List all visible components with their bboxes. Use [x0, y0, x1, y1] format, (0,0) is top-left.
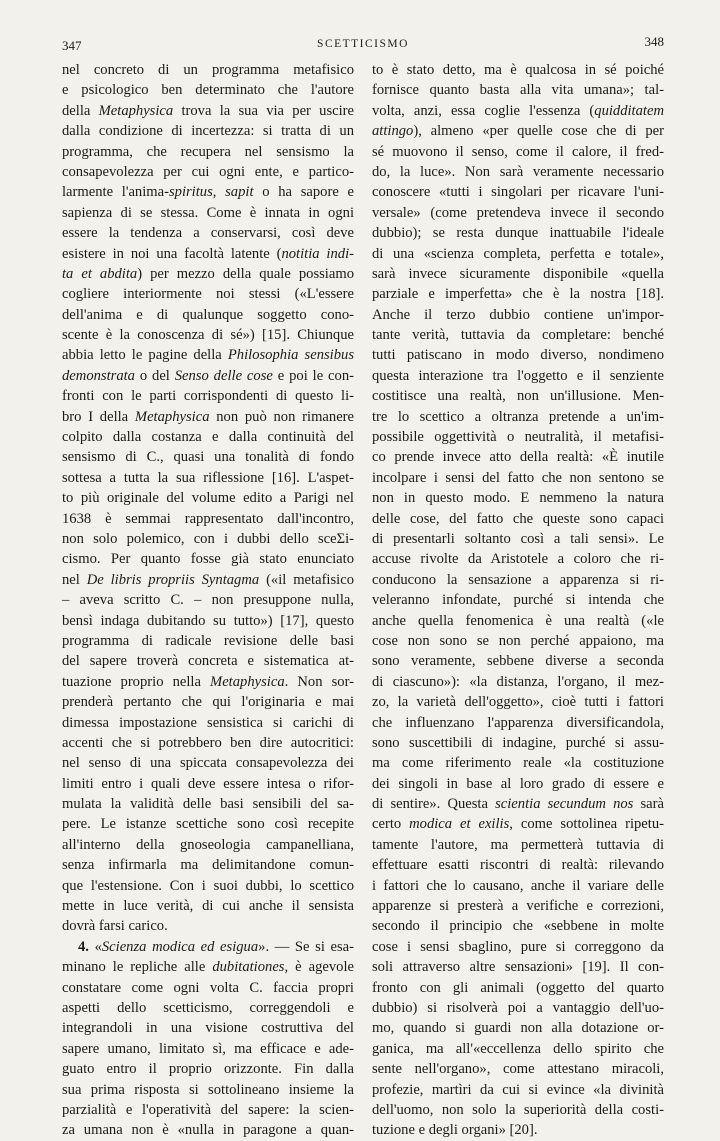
text-line: bro I della Metaphysica non può non rimanere	[62, 408, 355, 425]
text-line: all'interno della gnoseologia campanelliana,	[62, 836, 354, 853]
text-line: dei singoli in base al loro grado di essere e	[372, 775, 664, 792]
text-line: cose i sensi sbaglino, pure si correggono da	[372, 938, 664, 955]
text-line: Anche il terzo dubbio contiene un'impor-	[372, 306, 664, 323]
text-line: 4. «Scienza modica ed esigua». — Se si esa-	[78, 938, 354, 955]
text-line: accuse rivolte da Aristotele a coloro che ri-	[372, 551, 664, 568]
text-line: constatare come ogni volta C. faccia propri	[62, 979, 354, 996]
text-line: di sentire». Questa scientia secundum nos sarà	[372, 796, 664, 813]
text-line: anche quella fenomenica è una realtà («le	[372, 612, 664, 629]
text-line: dell'anima e di qualunque soggetto cono-	[62, 306, 354, 323]
text-line: ma come riferimento reale «la costituzione	[372, 755, 664, 772]
text-line: sua prima risposta si sottolineano insieme la	[62, 1081, 354, 1098]
text-line: nel De libris propriis Syntagma («il metafisico	[62, 571, 354, 588]
text-line: to più originale del volume edito a Parigi nel	[62, 490, 354, 507]
text-line: effettuare esatti riscontri di realtà: rilevando	[372, 857, 664, 874]
page-number-right: 348	[644, 34, 664, 49]
text-line: mette in luce verità, di cui anche il sensista	[62, 898, 354, 915]
text-line: senza infirmarla ma delimitandone comun-	[62, 857, 354, 874]
text-line: que l'estensione. Con i suoi dubbi, lo scettico	[62, 877, 354, 894]
text-line: del sapere troverà concreta e sistematica at-	[62, 653, 354, 670]
text-line: possibile oggettività o neutralità, il metafisi-	[372, 429, 664, 446]
text-line: demonstrata o del Senso delle cose e poi le con-	[62, 367, 354, 384]
text-line: tuzione e degli organi» [20].	[372, 1122, 538, 1139]
text-line: sottesa a tutta la sua riflessione [16]. L'aspet-	[62, 469, 354, 486]
text-line: ta et abdita) per mezzo della quale possiamo	[62, 265, 354, 282]
running-header	[62, 34, 664, 56]
text-line: 1638 è semmai rappresentato dall'incontro,	[62, 510, 354, 527]
text-line: za umana non è «nulla in paragone a quan-	[62, 1122, 354, 1139]
text-line: tante verità, tuttavia da completare: benché	[372, 327, 664, 344]
text-line: essere la tendenza a conservarsi, così deve	[62, 225, 354, 242]
text-line: delle cose, del fatto che queste sono capaci	[372, 510, 664, 527]
text-line: – aveva scritto C. – non presuppone nulla,	[62, 592, 354, 609]
text-line: fronto con gli animali (oggetto del quarto	[372, 979, 664, 996]
text-line: to è stato detto, ma è qualcosa in sé poiché	[372, 62, 664, 78]
text-line: tutti patiscano in modo diverso, nondimeno	[372, 347, 664, 364]
text-line: tamente l'autore, ma permetterà tuttavia di	[372, 836, 664, 853]
text-line: apparenze si presterà a verifiche e correzioni,	[372, 898, 664, 915]
text-line: attingo), almeno «per quelle cose che di per	[372, 123, 664, 140]
text-line: sono veramente, sebbene diverse a seconda	[372, 653, 664, 670]
text-line: dubbio) si risolverà poi a vantaggio dell'uo-	[372, 999, 664, 1016]
text-line: della Metaphysica trova la sua via per uscire	[62, 102, 355, 119]
text-line: programma, che recupera nel sensismo la	[62, 143, 354, 160]
text-line: cismo. Per quanto fosse già stato enunciato	[62, 551, 354, 568]
text-line: co prende invece atto della realtà: «È inutile	[372, 449, 664, 466]
text-line: tre lo scettico a oltranza pretende a un'im-	[372, 408, 664, 425]
text-line: limiti entro i quali deve essere intesa o rifor-	[62, 775, 354, 792]
text-line: dubbio); se resta dunque inattuabile l'ideale	[372, 225, 664, 242]
text-line: veleranno infondate, purché si intenda che	[372, 592, 664, 609]
text-line: dell'uomo, non solo la superiorità della costi-	[372, 1101, 664, 1118]
text-line: cogliere interiormente noi stessi («L'essere	[62, 286, 354, 303]
text-line: integrandoli in una visione costruttiva del	[62, 1020, 354, 1037]
text-line: sapienza di se stessa. Come è innata in ogni	[62, 204, 354, 221]
text-line: parzialità e l'operatività del sapere: la scien-	[62, 1101, 354, 1118]
text-line: fornisce quanto basta alla vita umana»; tal-	[372, 82, 664, 99]
text-line: volta, anzi, essa coglie l'essenza (quidditatem	[372, 102, 664, 119]
text-line: scente è la conoscenza di sé») [15]. Chiunque	[62, 327, 354, 344]
text-line: prenderà pertanto che qui l'originaria e mai	[62, 694, 354, 711]
text-line: larmente l'anima-spiritus, sapit o ha sapore e	[62, 184, 354, 201]
text-line: esistere in noi una facoltà latente (notitia indi-	[62, 245, 354, 262]
text-line: zo, la varietà dell'oggetto», cioè tutti i fattori	[372, 694, 664, 711]
text-line: che influenzano l'apparenza diversificandola,	[372, 714, 664, 731]
text-line: colpito dalla costanza e dalla continuità del	[62, 429, 354, 446]
text-line: aspetti dello scetticismo, correggendoli e	[62, 999, 354, 1016]
text-line: sapere umano, limitato sì, ma efficace e ade-	[62, 1040, 354, 1057]
text-line: secondo il principio che «sebbene in molte	[372, 918, 664, 935]
text-line: mo, quando si guardi non alla dotazione or-	[372, 1020, 664, 1037]
text-line: nel concreto di un programma metafisico	[62, 62, 354, 78]
text-line: abbia letto le pagine della Philosophia sensibus	[62, 347, 354, 364]
text-line: sensismo di C., quasi una tonalità di fondo	[62, 449, 354, 466]
text-line: dimessa impostazione sensistica si carichi di	[62, 714, 354, 731]
text-line: sé muovono il senso, come il calore, il fred-	[372, 143, 664, 160]
text-line: fronti con le parti corrispondenti di questo li-	[62, 388, 354, 405]
text-line: certo modica et exilis, come sottolinea ripetu-	[372, 816, 664, 833]
text-line: programma di radicale revisione delle basi	[62, 632, 354, 649]
text-line: consapevolezza per cui ogni ente, e partico-	[62, 163, 354, 180]
text-line: bensì indaga dubitando su tutto») [17], questo	[62, 612, 354, 629]
right-text-column	[372, 60, 664, 1141]
text-line: accenti che si potrebbero ben dire autocritici:	[62, 734, 354, 751]
text-line: non in questo modo. E nemmeno la natura	[372, 490, 664, 507]
text-line: sarà invece sicuramente disponibile «quella	[372, 265, 664, 282]
text-line: conoscere «tutti i singolari per ricavare l'uni-	[372, 184, 664, 201]
text-line: ganica, ma all'«eccellenza dello spirito che	[372, 1040, 664, 1057]
text-line: non solo polemico, con i dubbi dello sceƩi-	[62, 530, 354, 547]
text-line: nel senso di una spiccata consapevolezza dei	[62, 755, 354, 772]
text-line: i fattori che lo causano, anche il variare delle	[372, 877, 664, 894]
text-line: versale» (come pretendeva invece il secondo	[372, 204, 664, 221]
text-line: guato entro il proprio orizzonte. Fin dalla	[62, 1061, 354, 1078]
text-line: di una «scienza completa, perfetta e totale»,	[372, 245, 664, 262]
text-line: do, la luce». Non sarà veramente necessario	[372, 163, 664, 180]
text-line: pere. Le istanze scettiche sono così recepite	[62, 816, 354, 833]
text-line: di ciascuno»): «la distanza, l'organo, il mez-	[372, 673, 664, 690]
text-line: profezie, martìri da cui si evince «la divinità	[372, 1081, 664, 1098]
text-line: sono suscettibili di indagine, purché si assu-	[372, 734, 664, 751]
text-line: questa interazione tra l'oggetto e il senziente	[372, 367, 664, 384]
text-line: parziale e imperfetta» che è la nostra [18].	[372, 286, 664, 303]
page-number-left: 347	[62, 38, 82, 53]
text-line: dovrà farsi carico.	[62, 918, 168, 935]
text-line: mulata la validità delle basi sensibili del sa-	[62, 796, 354, 813]
running-title: SCETTICISMO	[317, 38, 409, 50]
text-line: tuazione proprio nella Metaphysica. Non sor-	[62, 673, 355, 690]
text-line: soli attraverso altre sensazioni» [19]. Il con-	[372, 959, 664, 976]
text-line: incolpare i sensi del fatto che non sentono se	[372, 469, 664, 486]
text-line: sente nell'organo», come attestano miracoli,	[372, 1061, 664, 1078]
left-text-column	[62, 60, 354, 1141]
text-line: e psicologico ben determinato che l'autore	[62, 82, 354, 99]
text-line: minano le repliche alle dubitationes, è agevole	[62, 959, 354, 976]
text-line: costitisce una realtà, non un'illusione. Men-	[372, 388, 664, 405]
text-line: dalla condizione di incertezza: si tratta di un	[62, 123, 354, 140]
text-line: cose non sono se non perché appaiono, ma	[372, 632, 664, 649]
text-line: conducono la sensazione a apparenza si ri-	[372, 571, 664, 588]
text-line: di presentarli soltanto così a tali sensi». Le	[372, 530, 664, 547]
